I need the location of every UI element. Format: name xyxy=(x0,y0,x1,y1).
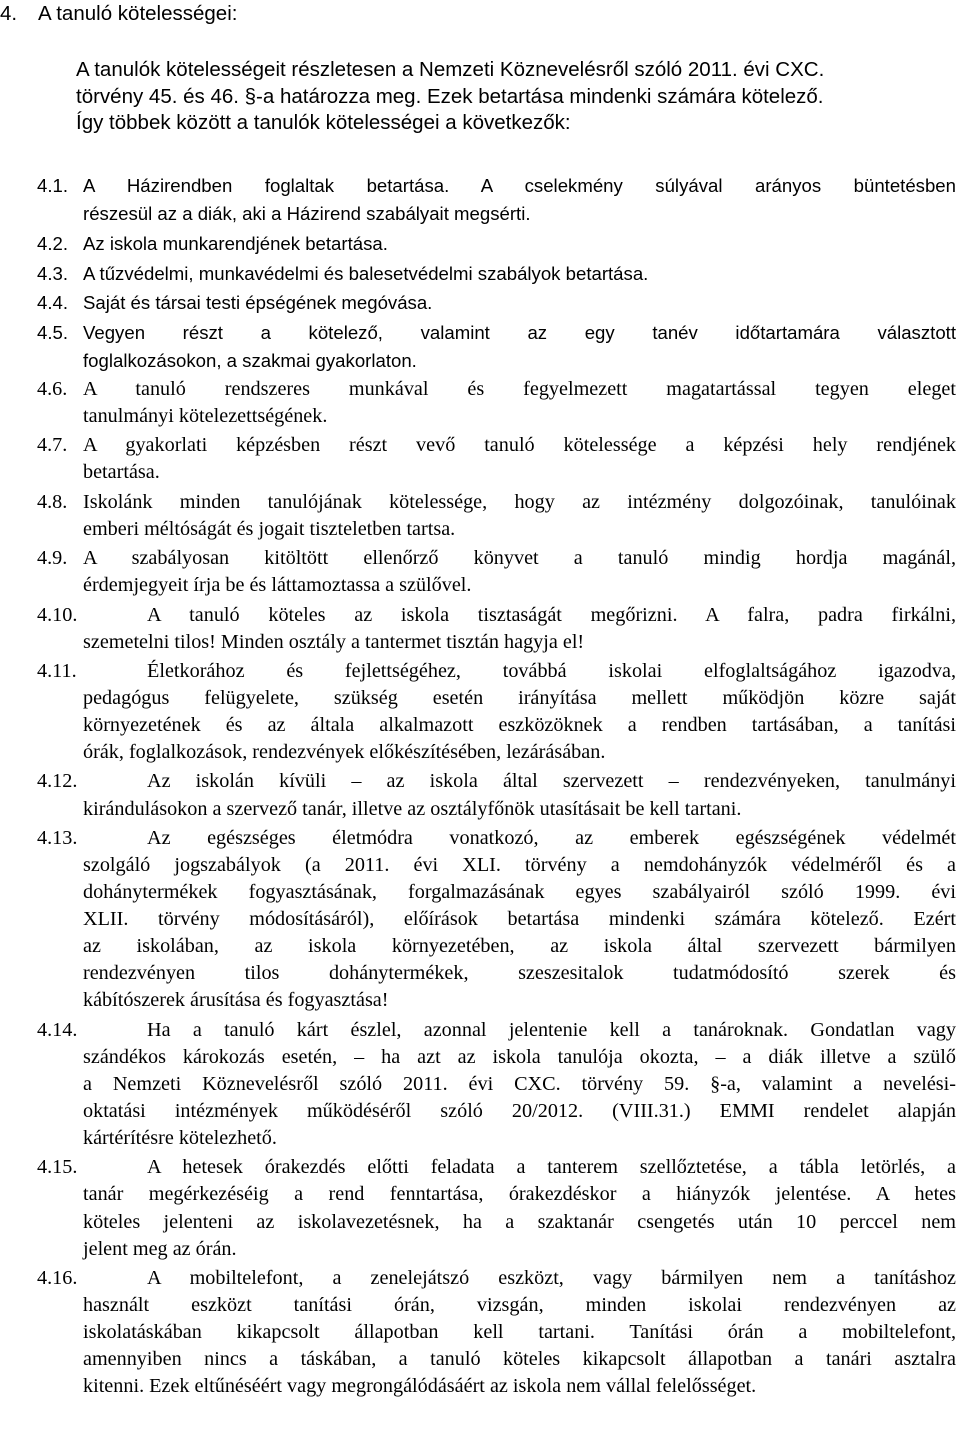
item-number: 4.7. xyxy=(37,434,68,457)
item-text xyxy=(83,825,956,1015)
list-item xyxy=(37,376,956,430)
item-line: Az iskolán kívüli – az iskola által szervezett – rendezvényeken, tanulmányi xyxy=(147,770,956,793)
intro-line: A tanulók kötelességeit részletesen a Nemzeti Köznevelésről szóló 2011. évi CXC. xyxy=(76,58,825,81)
list-item xyxy=(37,545,956,599)
list-item xyxy=(37,260,956,288)
item-text xyxy=(83,172,956,228)
list-item xyxy=(37,1265,956,1400)
item-text xyxy=(83,319,956,375)
item-line: Életkorához és fejlettségéhez, továbbá iskolai elfoglaltságához igazodva, xyxy=(147,659,956,682)
item-line: tanulmányi kötelezettségének. xyxy=(83,405,328,428)
item-line: A tűzvédelmi, munkavédelmi és balesetvédelmi szabályok betartása. xyxy=(83,262,649,284)
item-line: emberi méltóságát és jogait tiszteletben tartsa. xyxy=(83,517,456,540)
item-line: A Házirendben foglaltak betartása. A cselekmény súlyával arányos büntetésben xyxy=(83,175,956,196)
item-text xyxy=(83,545,956,599)
item-line: A szabályosan kitöltött ellenőrző könyvet a tanuló mindig hordja magánál, xyxy=(83,547,956,570)
item-line: pedagógus felügyelete, szükség esetén irányítása mellett működjön közre saját xyxy=(83,686,956,709)
item-number: 4.3. xyxy=(37,262,69,284)
item-line: oktatási intézmények működéséről szóló 20/2012. (VIII.31.) EMMI rendelet alapján xyxy=(83,1099,956,1122)
item-line: az iskolában, az iskola környezetében, az iskola által szervezett bármilyen xyxy=(83,935,956,958)
item-number: 4.8. xyxy=(37,490,68,513)
item-text xyxy=(83,289,956,317)
list-item xyxy=(37,432,956,486)
item-line: kirándulásokon a szervező tanár, illetve az osztályfőnök utasításait be kell tartani. xyxy=(83,797,742,820)
item-line: A gyakorlati képzésben részt vevő tanuló kötelessége a képzési hely rendjének xyxy=(83,434,956,457)
item-line: Saját és társai testi épségének megóvása. xyxy=(83,292,433,314)
item-number: 4.12. xyxy=(37,770,78,793)
item-line: köteles jelenteni az iskolavezetésnek, ha a szaktanár csengetés után 10 perccel nem xyxy=(83,1210,956,1233)
item-number: 4.9. xyxy=(37,547,68,570)
item-number: 4.11. xyxy=(37,659,77,682)
list-item xyxy=(37,230,956,258)
item-number: 4.1. xyxy=(37,175,69,196)
list-item xyxy=(37,658,956,766)
item-line: foglalkozásokon, a szakmai gyakorlaton. xyxy=(83,350,417,372)
item-number: 4.10. xyxy=(37,603,78,626)
item-line: részesül az a diák, aki a Házirend szabályait megsérti. xyxy=(83,203,531,225)
item-line: kártérítésre kötelezhető. xyxy=(83,1127,277,1150)
item-text xyxy=(83,230,956,258)
item-text xyxy=(83,658,956,766)
item-line: Ha a tanuló kárt észlel, azonnal jelentenie kell a tanároknak. Gondatlan vagy xyxy=(147,1018,956,1041)
item-text xyxy=(83,432,956,486)
intro-line: törvény 45. és 46. §-a határozza meg. Ezek betartása mindenki számára kötelező. xyxy=(76,84,824,108)
list-item xyxy=(37,768,956,822)
item-line: XLII. törvény módosításáról), előírások betartása mindenki számára kötelező. Ezért xyxy=(83,908,956,931)
item-line: kábítószerek árusítása és fogyasztása! xyxy=(83,989,389,1012)
item-number: 4.14. xyxy=(37,1018,78,1041)
item-line: a Nemzeti Köznevelésről szóló 2011. évi CXC. törvény 59. §-a, valamint a nevelési- xyxy=(83,1072,956,1095)
item-line: rendezvényen tilos dohánytermékek, szeszesitalok tudatmódosító szerek és xyxy=(83,962,956,985)
list-item xyxy=(37,289,956,317)
item-line: kitenni. Ezek eltűnéséért vagy megrongálódásáért az iskola nem vállal felelősséget. xyxy=(83,1375,757,1398)
item-text xyxy=(83,1154,956,1262)
item-text xyxy=(83,489,956,543)
item-number: 4.13. xyxy=(37,826,78,849)
item-line: amennyiben nincs a táskában, a tanuló köteles kikapcsolt állapotban a tanári asztalra xyxy=(83,1348,956,1371)
item-line: tanár megérkezéséig a rend fenntartása, órakezdéskor a hiányzók jelentése. A hetes xyxy=(83,1183,956,1206)
item-text xyxy=(83,1265,956,1400)
item-text xyxy=(83,768,956,822)
list-item xyxy=(37,1154,956,1262)
item-text xyxy=(83,602,956,656)
item-line: használt eszközt tanítási órán, vizsgán, minden iskolai rendezvényen az xyxy=(83,1293,956,1316)
section-heading xyxy=(0,0,237,28)
item-text xyxy=(83,1017,956,1152)
section-number: 4. xyxy=(0,2,18,25)
item-line: A mobiltelefont, a zenelejátszó eszközt, vagy bármilyen nem a tanításhoz xyxy=(147,1266,956,1289)
item-line: Az egészséges életmódra vonatkozó, az emberek egészségének védelmét xyxy=(147,826,956,849)
list-item xyxy=(37,319,956,375)
item-number: 4.5. xyxy=(37,322,69,344)
item-line: jelent meg az órán. xyxy=(83,1237,237,1260)
item-line: Iskolánk minden tanulójának kötelessége, hogy az intézmény dolgozóinak, tanulóinak xyxy=(83,490,956,513)
list-item xyxy=(37,602,956,656)
item-number: 4.4. xyxy=(37,292,69,314)
item-number: 4.15. xyxy=(37,1156,78,1179)
item-line: érdemjegyeit írja be és láttamoztassa a szülővel. xyxy=(83,574,472,597)
item-line: szemetelni tilos! Minden osztály a tantermet tisztán hagyja el! xyxy=(83,630,585,653)
item-line: órák, foglalkozások, rendezvények előkészítésében, lezárásában. xyxy=(83,741,606,764)
item-number: 4.16. xyxy=(37,1266,78,1289)
item-line: iskolatáskában kikapcsolt állapotban kell tartani. Tanítási órán a mobiltelefont, xyxy=(83,1321,956,1344)
item-line: szándékos károkozás esetén, – ha azt az iskola tanulója okozta, – a diák illetve a szülő xyxy=(83,1045,956,1068)
item-line: A tanuló rendszeres munkával és fegyelmezett magatartással tegyen eleget xyxy=(83,378,956,400)
list-item xyxy=(37,489,956,543)
item-text xyxy=(83,260,956,288)
item-line: A hetesek órakezdés előtti feladata a tanterem szellőztetése, a tábla letörlés, a xyxy=(147,1156,956,1179)
intro-paragraph xyxy=(76,57,916,137)
list-item xyxy=(37,1017,956,1152)
item-line: A tanuló köteles az iskola tisztaságát megőrizni. A falra, padra firkálni, xyxy=(147,603,956,626)
item-number: 4.2. xyxy=(37,232,69,254)
intro-line: Így többek között a tanulók kötelességei a következők: xyxy=(76,111,571,134)
item-line: betartása. xyxy=(83,461,160,484)
item-line: dohánytermékek fogyasztásának, forgalmazásának egyes szabályairól szóló 1999. évi xyxy=(83,881,956,903)
item-line: Vegyen részt a kötelező, valamint az egy tanév időtartamára választott xyxy=(83,322,956,344)
list-item xyxy=(37,172,956,228)
section-title: A tanuló kötelességei: xyxy=(38,2,238,25)
item-text xyxy=(83,376,956,430)
obligations-list-part-1 xyxy=(37,172,956,377)
item-number: 4.6. xyxy=(37,378,68,400)
list-item xyxy=(37,825,956,1015)
item-line: Az iskola munkarendjének betartása. xyxy=(83,232,388,254)
item-line: környezetének és az általa alkalmazott eszközöknek a rendben tartásában, a tanítási xyxy=(83,714,956,737)
obligations-list-part-2 xyxy=(37,376,956,1403)
item-line: szolgáló jogszabályok (a 2011. évi XLI. törvény a nemdohányzók védelméről és a xyxy=(83,853,956,876)
